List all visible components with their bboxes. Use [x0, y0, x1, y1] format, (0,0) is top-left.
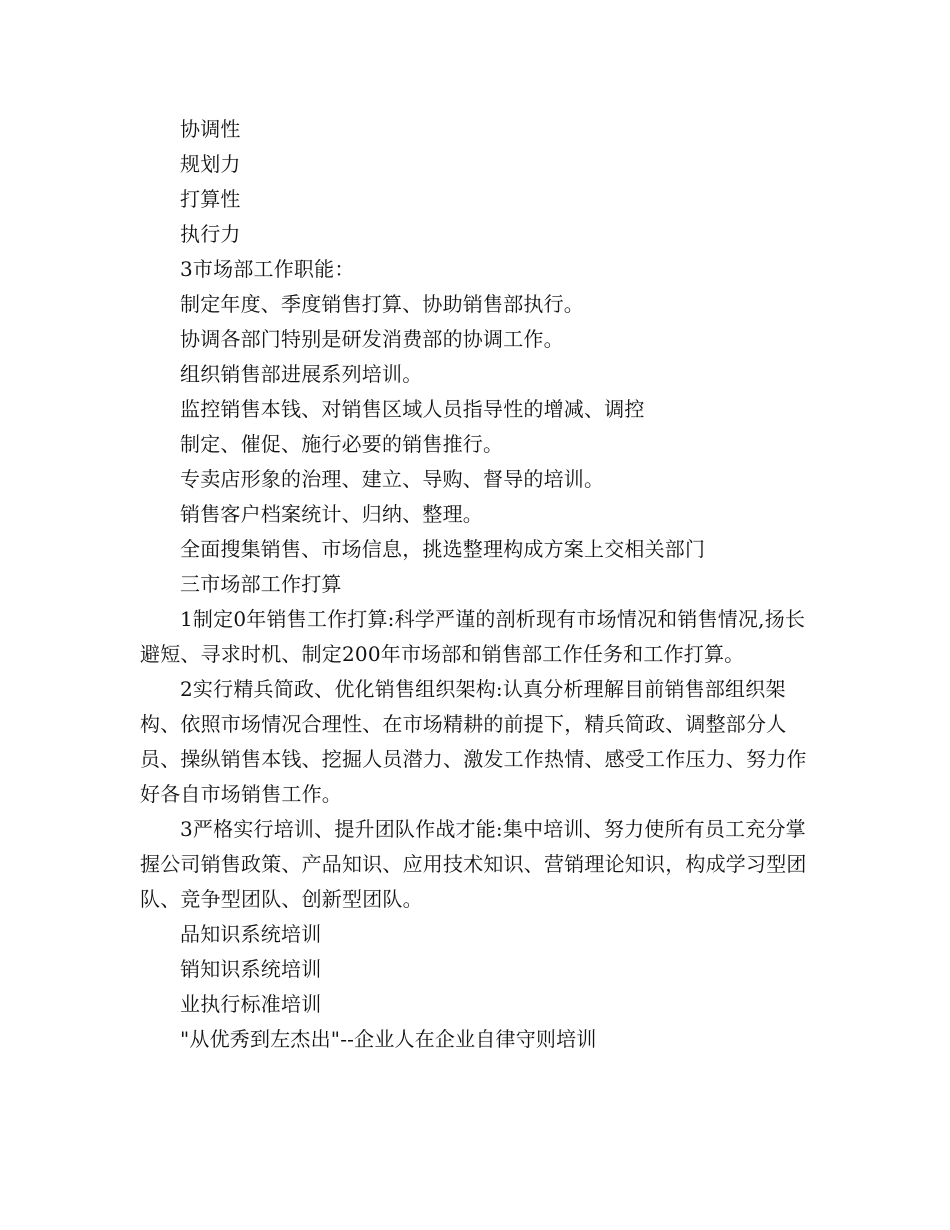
paragraph-14: 三市场部工作打算: [180, 572, 342, 596]
paragraph-9: 监控销售本钱、对销售区域人员指导性的增减、调控: [180, 397, 645, 421]
paragraph-6: 制定年度、季度销售打算、协助销售部执行。: [180, 292, 584, 316]
paragraph-4: 执行力: [180, 222, 241, 246]
paragraph-1: 协调性: [180, 117, 241, 141]
paragraph-2: 规划力: [180, 152, 241, 176]
document-body: [140, 112, 812, 1057]
paragraph-3: 打算性: [180, 187, 241, 211]
paragraph-8: 组织销售部进展系列培训。: [180, 362, 423, 386]
paragraph-15: 1制定0年销售工作打算:科学严谨的剖析现有市场情况和销售情况,扬长避短、寻求时机、制定200年市场部和销售部工作任务和工作打算。: [140, 607, 806, 666]
paragraph-21: "从优秀到左杰出"--企业人在企业自律守则培训: [180, 1027, 597, 1051]
paragraph-16: 2实行精兵简政、优化销售组织架构:认真分析理解目前销售部组织架构、依照市场情况合理性、在市场精耕的前提下，精兵简政、调整部分人员、操纵销售本钱、挖掘人员潜力、激发工作热情、感受工作压力、努力作好各自市场销售工作。: [140, 677, 807, 806]
paragraph-20: 业执行标准培训: [180, 992, 322, 1016]
paragraph-19: 销知识系统培训: [180, 957, 322, 981]
paragraph-11: 专卖店形象的治理、建立、导购、督导的培训。: [180, 467, 605, 491]
paragraph-12: 销售客户档案统计、归纳、整理。: [180, 502, 483, 526]
paragraph-7: 协调各部门特别是研发消费部的协调工作。: [180, 327, 564, 351]
paragraph-10: 制定、催促、施行必要的销售推行。: [180, 432, 504, 456]
paragraph-18: 品知识系统培训: [180, 922, 322, 946]
paragraph-13: 全面搜集销售、市场信息，挑选整理构成方案上交相关部门: [180, 537, 706, 561]
paragraph-17: 3严格实行培训、提升团队作战才能:集中培训、努力使所有员工充分掌握公司销售政策、产品知识、应用技术知识、营销理论知识，构成学习型团队、竞争型团队、创新型团队。: [140, 817, 807, 911]
paragraph-5: 3市场部工作职能：: [180, 257, 355, 281]
